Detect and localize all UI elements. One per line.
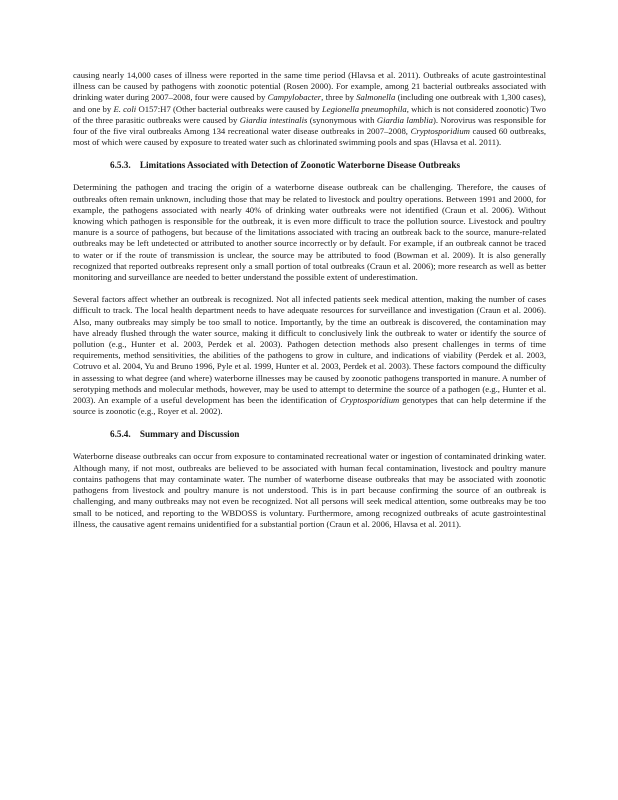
italic-term: Giardia lamblia (376, 114, 433, 125)
italic-term: Cryptosporidium (410, 126, 470, 137)
italic-term: Cryptosporidium (339, 395, 400, 406)
section-heading-6-5-3 (73, 159, 546, 171)
text-run: Several factors affect whether an outbreak is recognized. Not all infected patients seek medical attention, making the number of cases difficult to track. The local health department needs to have adequate resources for surveillance and investigation (Craun et al. 2006). Also, many outbreaks may simply be too small to notice. Importantly, by the time an outbreak is discovered, the contamination may have already flushed through the water source, making it difficult to conclusively link the outbreak to water or identify the source of pollution (e.g., Hunter et al. 2003, Perdek et al. 2003). Pathogen detection methods also present challenges in terms of time requirements, method sensitivities, the abilities of the pathogens to grow in culture, and indications of viability (Perdek et al. 2003, Cotruvo et al. 2004, Yu and Bruno 1996, Pyle et al. 1999, Hunter et al. 2003, Perdek et al. 2003). These factors compound the difficulty in assessing to what degree (and where) waterborne illnesses may be caused by zoonotic pathogens transported in manure. A number of serotyping methods and molecular methods, however, may be used to attempt to determine the source of a pathogen (e.g., Hunter et al. 2003). An example of a useful development has been the identification of (73, 294, 546, 406)
text-run: causing nearly 14,000 cases of illness were reported in the same time period (Hlavsa et al. 2011). Outbreaks of acute gastrointestinal illness can be caused by pathogens with zoonotic potential (Rosen 2000). For example, among 21 bacterial outbreaks associated with drinking water during 2007–2008, four were caused by (73, 70, 546, 103)
italic-term: Salmonella (356, 92, 396, 103)
paragraph-limitations-recognition (73, 294, 546, 417)
text-run: ). Norovirus was responsible for four of the five viral outbreaks Among 134 recreational water disease outbreaks in 2007–2008, (73, 114, 546, 137)
text-run: (including one outbreak with 1,300 cases), and one by (73, 92, 546, 114)
italic-term: Campylobacter (267, 92, 322, 103)
section-title: Summary and Discussion (139, 429, 240, 440)
paragraph-limitations-tracing (73, 182, 546, 283)
text-run: Determining the pathogen and tracing the origin of a waterborne disease outbreak can be challenging. Therefore, the causes of outbreaks often remain unknown, including those that may be related to livestock and poultry operations. Between 1991 and 2000, for example, the pathogens associated with nearly 40% of drinking water outbreaks were not identified (Craun et al. 2006). Without knowing which pathogen is responsible for the outbreak, it is even more difficult to trace the pollution source. Livestock and poultry manure is a source of pathogens, but because of the limitations associated with tracing an outbreak back to the source, manure-related outbreaks may be left undetected or attributed to another source incorrectly or by default. For example, if an outbreak cannot be traced to water or if the route of transmission is unclear, the source may be attributed to food (Bowman et al. 2009). It is also generally recognized that reported outbreaks represent only a small portion of total outbreaks (Craun et al. 2006); more research as well as better monitoring and surveillance are needed to better understand the possible extent of underestimation. (73, 182, 546, 283)
text-run: , three by (321, 92, 357, 103)
text-run: , which is not considered zoonotic) Two of the three parasitic outbreaks were caused by (73, 103, 546, 125)
text-run: caused 60 outbreaks, most of which were caused by exposure to treated water such as chlorinated swimming pools and spas (Hlavsa et al. 2011). (73, 126, 546, 148)
italic-term: E. coli (113, 103, 137, 114)
italic-term: Legionella pneumophila (321, 103, 407, 114)
text-run: (synonymous with (307, 114, 377, 125)
paragraph-summary (73, 451, 546, 529)
text-run: O157:H7 (Other bacterial outbreaks were caused by (136, 103, 322, 114)
text-run: genotypes that can help determine if the source is zoonotic (e.g., Royer et al. 2002). (73, 395, 546, 417)
section-title: Limitations Associated with Detection of Zoonotic Waterborne Disease Outbreaks (139, 160, 461, 171)
paragraph-outbreak-statistics (73, 70, 546, 148)
section-number: 6.5.4. (110, 429, 131, 440)
text-run: Waterborne disease outbreaks can occur from exposure to contaminated recreational water or ingestion of contaminated drinking water. Although many, if not most, outbreaks are believed to be associated with human fecal contamination, livestock and poultry manure contains pathogens that may contaminate water. The number of waterborne disease outbreaks that may be associated with zoonotic pathogens from livestock and poultry manure is not understood. This is in part because confirming the source of an outbreak is challenging, and many outbreaks may not even be recognized. Not all persons will seek medical attention, some outbreaks may be too small to be noticed, and reporting to the WBDOSS is voluntary. Furthermore, among recognized outbreaks of acute gastrointestinal illness, the causative agent remains unidentified for a substantial portion (Craun et al. 2006, Hlavsa et al. 2011). (73, 451, 546, 529)
section-heading-6-5-4 (73, 428, 546, 440)
italic-term: Giardia intestinalis (239, 114, 308, 125)
section-number: 6.5.3. (110, 160, 131, 171)
